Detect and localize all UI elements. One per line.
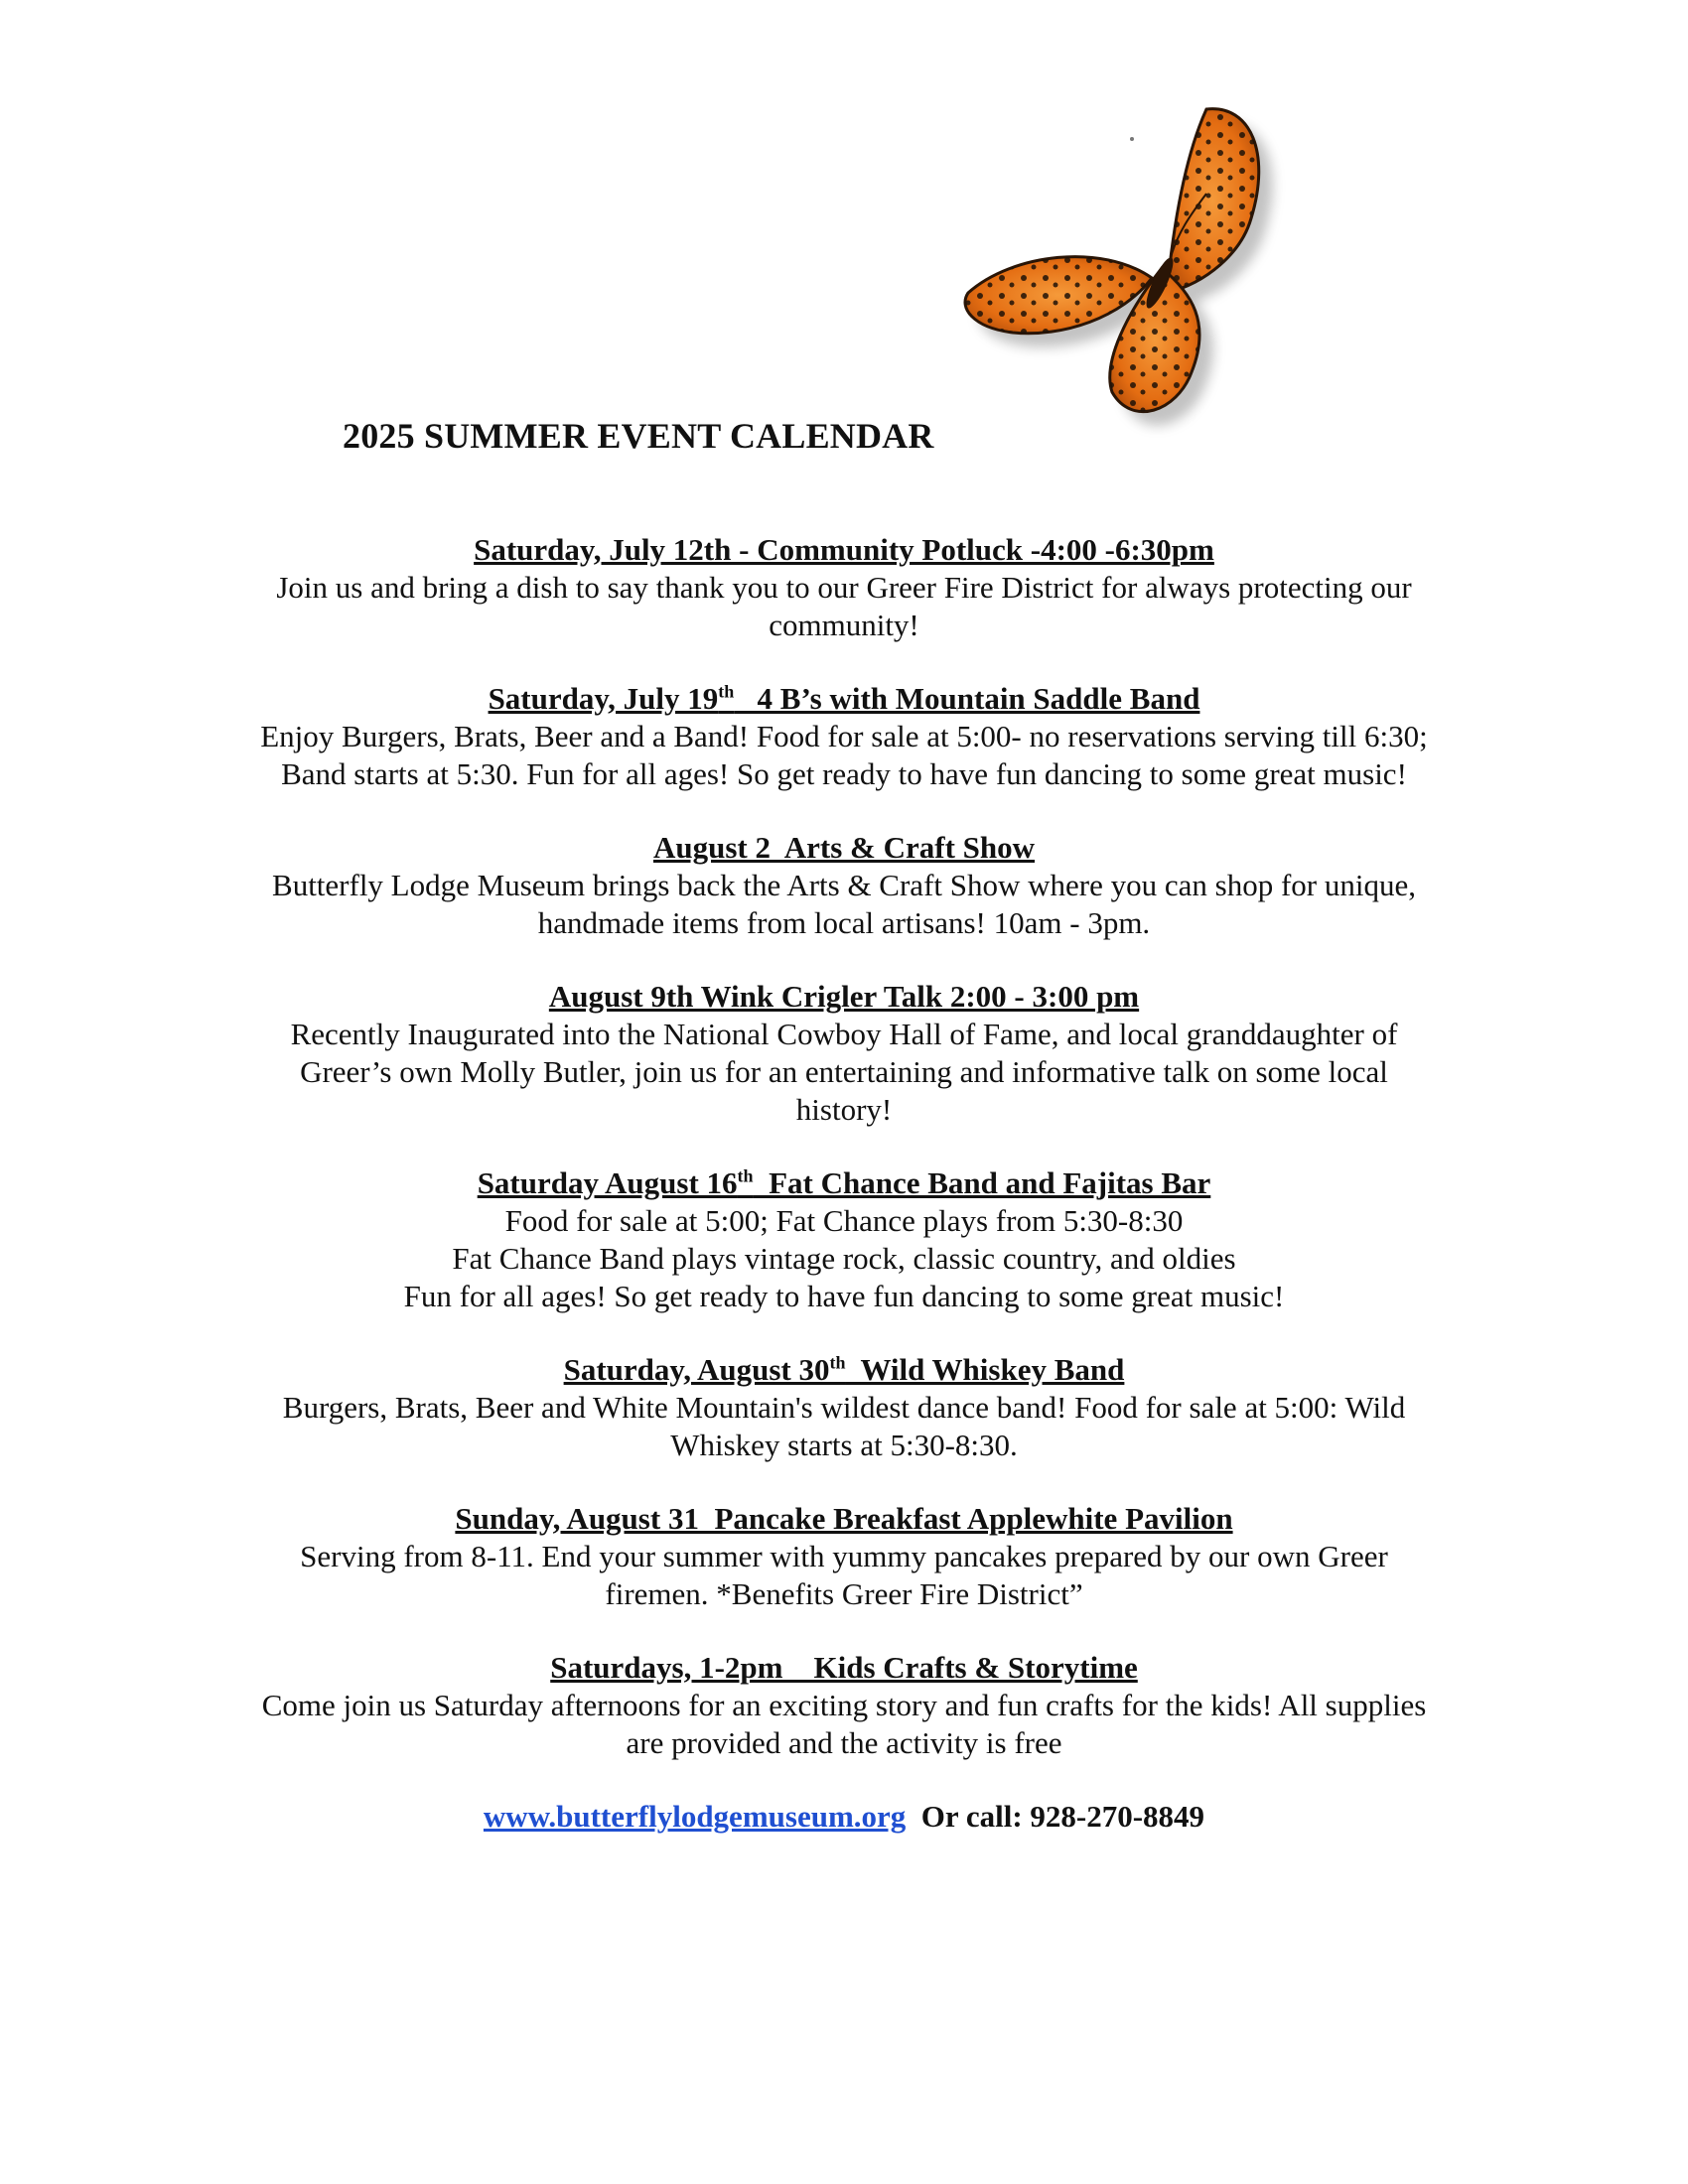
event-potluck [248, 531, 1440, 644]
event-wink-crigler-talk [248, 978, 1440, 1129]
event-heading: August 9th Wink Crigler Talk 2:00 - 3:00 pm [548, 979, 1140, 1014]
event-description: Recently Inaugurated into the National Cowboy Hall of Fame, and local granddaughter of Greer’s own Molly Butler, join us for an entertaining and informative talk on some local history! [290, 1017, 1398, 1127]
event-fat-chance-band [248, 1164, 1440, 1315]
contact-line [248, 1798, 1440, 1836]
website-link[interactable]: www.butterflylodgemuseum.org [483, 1799, 907, 1834]
phone-text: Or call: 928-270-8849 [920, 1799, 1205, 1834]
event-heading: Saturday, August 30th Wild Whiskey Band [563, 1352, 1125, 1387]
event-description: Serving from 8-11. End your summer with yummy pancakes prepared by our own Greer firemen. *Benefits Greer Fire District” [300, 1539, 1388, 1611]
event-heading: Saturday, July 19th 4 B’s with Mountain Saddle Band [488, 681, 1200, 716]
event-arts-craft-show [248, 829, 1440, 942]
event-description: Burgers, Brats, Beer and White Mountain's wildest dance band! Food for sale at 5:00: Wild Whiskey starts at 5:30-8:30. [282, 1390, 1406, 1462]
ordinal-suffix: th [829, 1352, 846, 1373]
ordinal-suffix: th [718, 681, 735, 702]
event-description-line: Food for sale at 5:00; Fat Chance plays from 5:30-8:30 [504, 1203, 1184, 1238]
event-description: Come join us Saturday afternoons for an exciting story and fun crafts for the kids! All supplies are provided and the activity is free [261, 1688, 1427, 1760]
event-kids-crafts [248, 1649, 1440, 1762]
event-list [248, 531, 1440, 1836]
event-heading: Saturday, July 12th - Community Potluck -4:00 -6:30pm [474, 532, 1214, 567]
page-title: 2025 SUMMER EVENT CALENDAR [343, 416, 934, 456]
event-description-line: Fun for all ages! So get ready to have fun dancing to some great music! [403, 1279, 1285, 1313]
event-heading: Saturdays, 1-2pm Kids Crafts & Storytime [550, 1650, 1138, 1685]
event-mountain-saddle-band [248, 680, 1440, 793]
event-pancake-breakfast [248, 1500, 1440, 1613]
butterfly-icon [953, 94, 1350, 452]
event-description-line: Fat Chance Band plays vintage rock, classic country, and oldies [452, 1241, 1236, 1276]
event-description: Enjoy Burgers, Brats, Beer and a Band! Food for sale at 5:00- no reservations serving till 6:30; Band starts at 5:30. Fun for all ages! So get ready to have fun dancing to some great music! [260, 719, 1428, 791]
event-heading: Sunday, August 31 Pancake Breakfast Applewhite Pavilion [455, 1501, 1233, 1536]
ordinal-suffix: th [737, 1165, 754, 1186]
event-wild-whiskey-band [248, 1351, 1440, 1464]
event-heading: Saturday August 16th Fat Chance Band and Fajitas Bar [477, 1165, 1211, 1200]
event-description: Join us and bring a dish to say thank you to our Greer Fire District for always protecting our community! [276, 570, 1412, 642]
event-description: Butterfly Lodge Museum brings back the Arts & Craft Show where you can shop for unique, handmade items from local artisans! 10am - 3pm. [272, 868, 1416, 940]
event-heading: August 2 Arts & Craft Show [652, 830, 1036, 865]
